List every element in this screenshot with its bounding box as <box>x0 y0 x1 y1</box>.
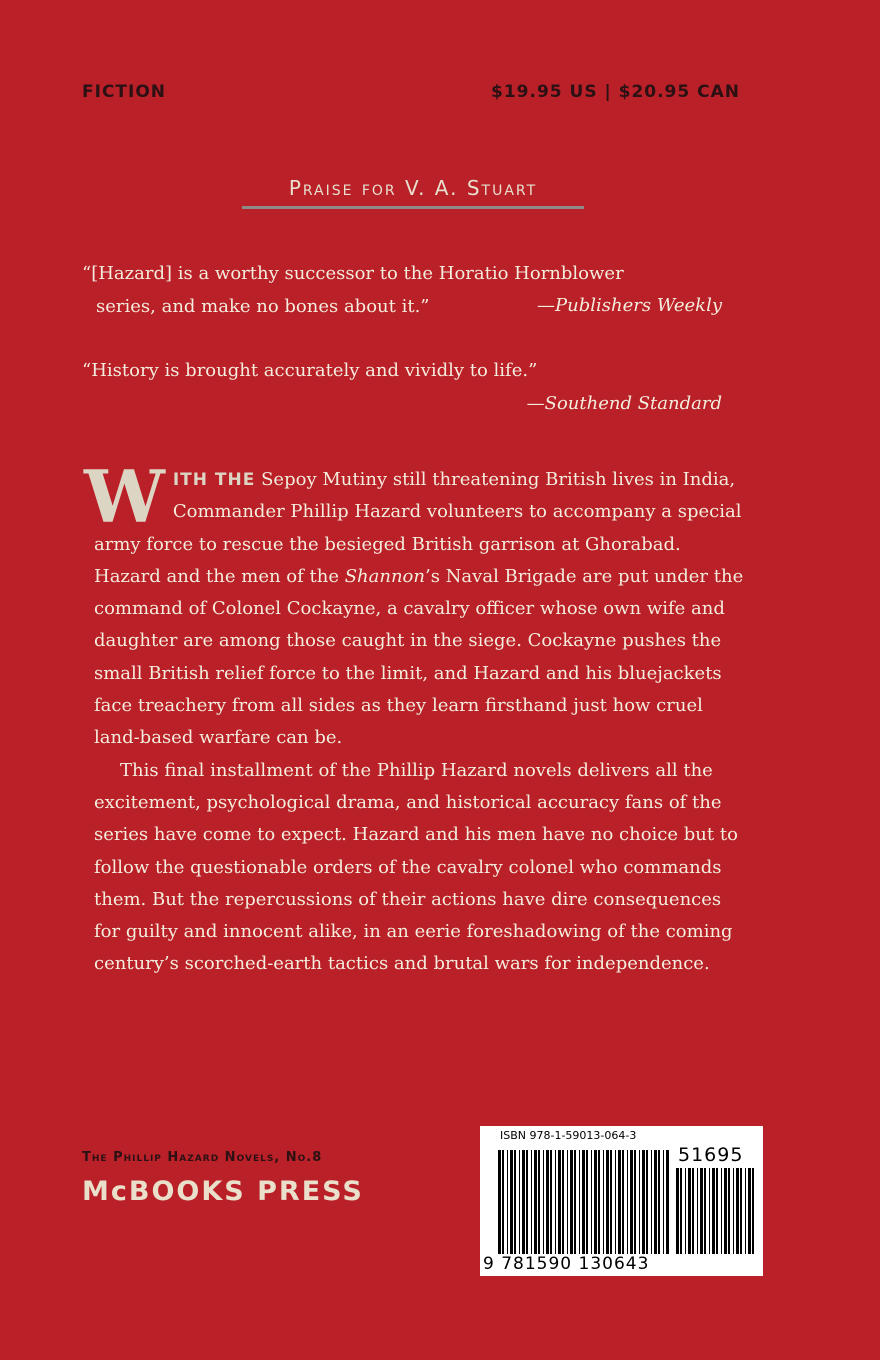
publisher-logo: McBOOKS PRESS <box>82 1176 364 1207</box>
drop-cap: W <box>84 454 165 539</box>
barcode-bar <box>574 1150 576 1254</box>
quote-text-line1: “[Hazard] is a worthy successor to the Horatio Hornblower <box>82 263 624 284</box>
blurb-paragraph-2: This final installment of the Phillip Hazard novels delivers all the excitement, psychological drama, and historical accuracy fans of the series have come to expect. Hazard and his men have no choice but to follow the questionable orders of the cavalry colonel who commands them. But the repercussions of their actions have dire consequences for guilty and innocent alike, in an eerie foreshadowing of the coming century’s scorched-earth tactics and brutal wars for independence. <box>94 759 738 975</box>
barcode-bar <box>555 1150 556 1254</box>
ean-barcode-bars <box>498 1150 670 1254</box>
barcode-bar <box>526 1150 528 1254</box>
barcode-bar <box>498 1150 501 1254</box>
barcode-bar <box>579 1150 580 1254</box>
barcode-bar <box>522 1150 525 1254</box>
barcode-bar <box>586 1150 588 1254</box>
barcode-bar <box>546 1150 549 1254</box>
barcode-bar <box>736 1168 739 1254</box>
barcode-bar <box>514 1150 516 1254</box>
barcode-bar <box>582 1150 585 1254</box>
barcode-bar <box>697 1168 698 1254</box>
barcode-bar <box>634 1150 636 1254</box>
barcode-bar <box>745 1168 746 1254</box>
barcode-bar <box>591 1150 592 1254</box>
barcode-bar <box>658 1150 660 1254</box>
barcode-bar <box>712 1168 715 1254</box>
barcode-bar <box>639 1150 640 1254</box>
barcode-bar <box>748 1168 751 1254</box>
blurb <box>84 454 750 981</box>
ship-name: Shannon <box>344 565 425 587</box>
series-label: The Phillip Hazard Novels, No.8 <box>82 1150 323 1165</box>
barcode-bar <box>752 1168 754 1254</box>
price-addon-bars <box>676 1168 758 1254</box>
barcode-bar <box>685 1168 686 1254</box>
barcode-bar <box>558 1150 561 1254</box>
lead-in: ITH THE <box>172 470 256 490</box>
barcode-bar <box>704 1168 706 1254</box>
barcode-bar <box>562 1150 564 1254</box>
blurb-text: ’s Naval Brigade are put under the command of Colonel Cockayne, a cavalry officer whose own wife and daughter are among those caught in the siege. Cockayne pushes the small British relief force to the limit, and Hazard and his bluejackets face treachery from all sides as they learn firsthand just how cruel land-based warfare can be. <box>94 565 744 749</box>
barcode-bar <box>598 1150 600 1254</box>
barcode-bar <box>716 1168 718 1254</box>
barcode-bar <box>654 1150 657 1254</box>
barcode-bar <box>721 1168 722 1254</box>
isbn-text: ISBN 978-1-59013-064-3 <box>500 1129 637 1142</box>
barcode-bar <box>543 1150 544 1254</box>
barcode-bar <box>709 1168 710 1254</box>
barcode-bar <box>534 1150 537 1254</box>
blurb-text: Sepoy Mutiny still threatening British lives in India, Commander Phillip Hazard volunteers to accompany a special army force to rescue the besieged British garrison at Ghorabad. Hazard and the men of the <box>94 469 742 587</box>
quote-source: —Publishers Weekly <box>537 295 722 316</box>
barcode-bar <box>680 1168 682 1254</box>
barcode-bar <box>622 1150 624 1254</box>
barcode-bar <box>676 1168 679 1254</box>
barcode-bar <box>538 1150 540 1254</box>
price-code: 51695 <box>678 1144 744 1166</box>
barcode-bar <box>700 1168 703 1254</box>
barcode-bar <box>630 1150 633 1254</box>
barcode-bar <box>666 1150 669 1254</box>
barcode-bar <box>740 1168 742 1254</box>
barcode-bar <box>651 1150 652 1254</box>
barcode-bar <box>567 1150 568 1254</box>
quote-source: —Southend Standard <box>526 393 722 414</box>
ean-digits: 9 781590 130643 <box>483 1254 650 1274</box>
barcode-bar <box>502 1150 504 1254</box>
quote-publishers-weekly <box>82 257 722 322</box>
barcode-bar <box>688 1168 691 1254</box>
barcode-bar <box>610 1150 612 1254</box>
barcode-bar <box>519 1150 520 1254</box>
barcode-bar <box>733 1168 734 1254</box>
barcode-bar <box>550 1150 552 1254</box>
barcode-bar <box>627 1150 628 1254</box>
barcode-bar <box>724 1168 727 1254</box>
genre-label: FICTION <box>82 82 167 102</box>
barcode-bar <box>594 1150 597 1254</box>
barcode-bar <box>663 1150 664 1254</box>
barcode-bar <box>570 1150 573 1254</box>
barcode-bar <box>642 1150 645 1254</box>
barcode-bar <box>618 1150 621 1254</box>
quote-text-line2: series, and make no bones about it.” <box>96 296 430 317</box>
barcode-bar <box>507 1150 508 1254</box>
blurb-paragraph-1 <box>84 454 750 755</box>
barcode-bar <box>603 1150 604 1254</box>
praise-heading: Praise for V. A. Stuart <box>242 176 584 209</box>
barcode-bar <box>531 1150 532 1254</box>
barcode-bar <box>728 1168 730 1254</box>
isbn-barcode <box>480 1126 763 1276</box>
barcode-bar <box>615 1150 616 1254</box>
barcode-bar <box>692 1168 694 1254</box>
quote-southend-standard <box>82 354 722 420</box>
barcode-bar <box>606 1150 609 1254</box>
barcode-bar <box>646 1150 648 1254</box>
barcode-bar <box>510 1150 513 1254</box>
price-label: $19.95 US | $20.95 CAN <box>491 82 740 102</box>
quote-text-line1: “History is brought accurately and vividly to life.” <box>82 360 538 381</box>
